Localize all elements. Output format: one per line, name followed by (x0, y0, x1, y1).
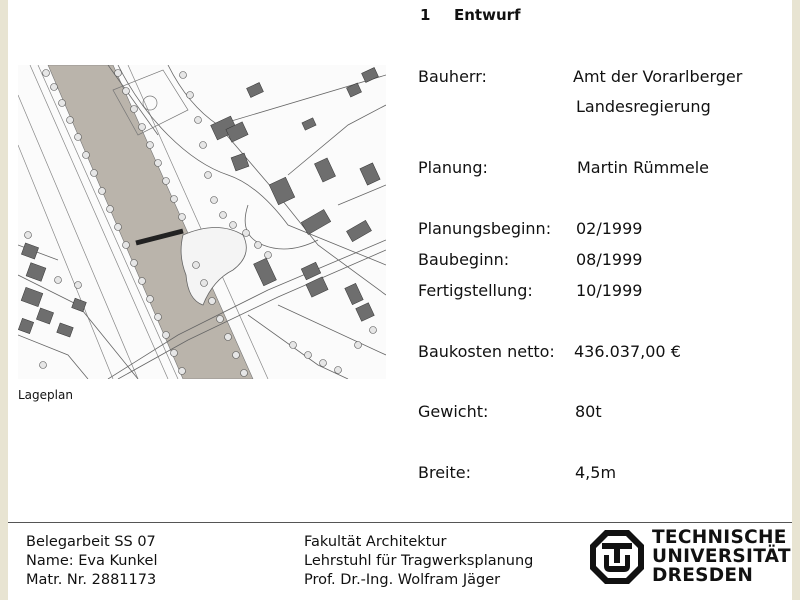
section-heading (420, 6, 521, 24)
section-title: Entwurf (454, 6, 521, 24)
logo-wordmark (652, 528, 791, 585)
footer-line: Matr. Nr. 2881173 (26, 572, 157, 588)
detail-value: 80t (575, 402, 602, 421)
footer-line: Fakultät Architektur (304, 534, 447, 550)
detail-value: 02/1999 (576, 219, 643, 238)
detail-value: 4,5m (575, 463, 617, 482)
detail-label: Fertigstellung: (418, 281, 533, 300)
page (8, 0, 792, 600)
site-plan-drawing (18, 65, 386, 379)
footer-line: Name: Eva Kunkel (26, 553, 158, 569)
detail-value: Amt der Vorarlberger (573, 67, 743, 86)
detail-label: Gewicht: (418, 402, 489, 421)
map-caption: Lageplan (18, 388, 73, 402)
detail-value-line2: Landesregierung (576, 97, 711, 116)
footer-student-info (26, 533, 158, 590)
detail-label: Breite: (418, 463, 471, 482)
logo-line: TECHNISCHE (652, 527, 787, 548)
footer-line: Lehrstuhl für Tragwerksplanung (304, 553, 534, 569)
section-number: 1 (420, 6, 431, 24)
logo-line: DRESDEN (652, 565, 754, 586)
site-plan-map (18, 65, 386, 379)
logo-line: UNIVERSITÄT (652, 546, 791, 567)
detail-label: Baukosten netto: (418, 342, 555, 361)
footer-line: Belegarbeit SS 07 (26, 534, 156, 550)
detail-value: 436.037,00 € (574, 342, 681, 361)
footer-line: Prof. Dr.-Ing. Wolfram Jäger (304, 572, 501, 588)
footer-faculty-info (304, 533, 533, 590)
footer-divider (8, 522, 792, 523)
detail-label: Planung: (418, 158, 488, 177)
detail-value: Martin Rümmele (577, 158, 709, 177)
detail-value: 10/1999 (576, 281, 643, 300)
tu-dresden-emblem-icon (588, 528, 646, 586)
detail-label: Bauherr: (418, 67, 487, 86)
detail-label: Planungsbeginn: (418, 219, 552, 238)
tu-dresden-logo (588, 527, 791, 590)
detail-label: Baubeginn: (418, 250, 510, 269)
detail-value: 08/1999 (576, 250, 643, 269)
